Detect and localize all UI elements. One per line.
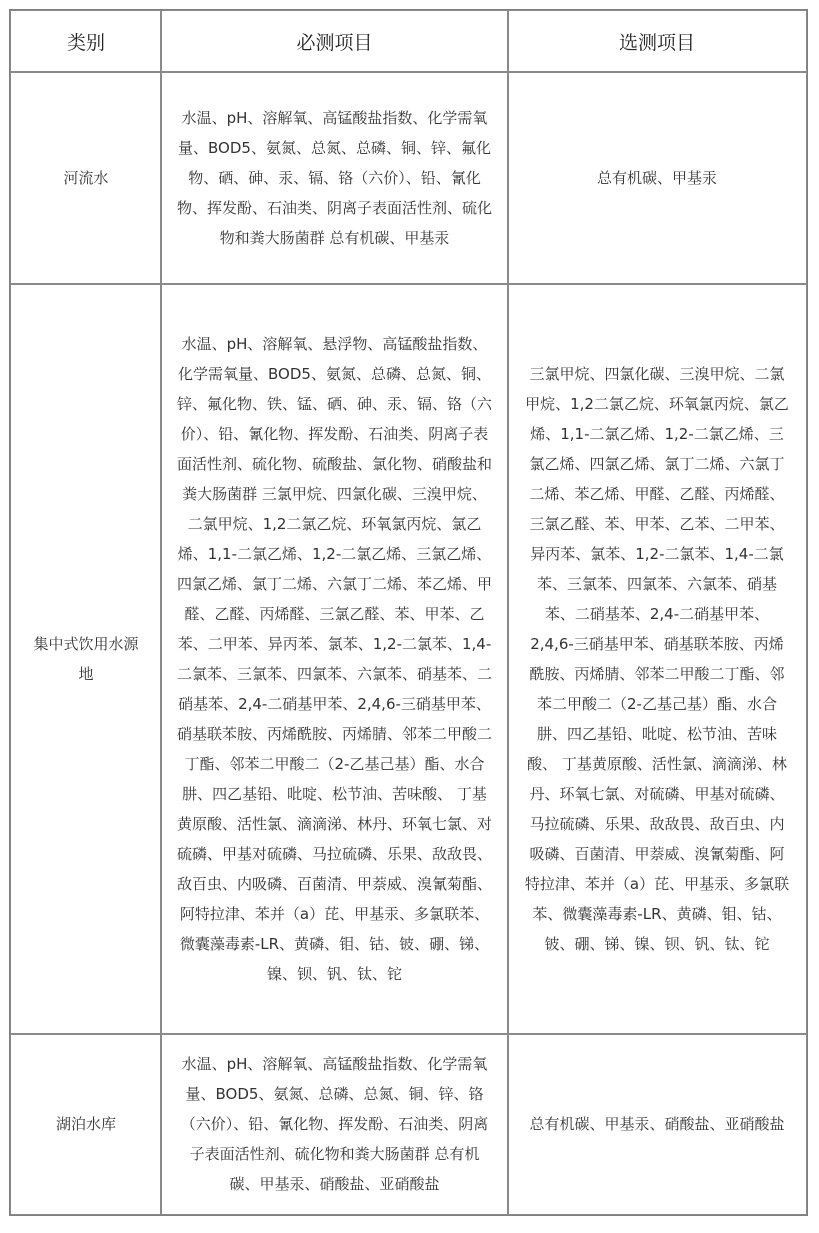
required-text: 水温、pH、溶解氧、高锰酸盐指数、化学需氧量、BOD5、氨氮、总磷、总氮、铜、锌、铬（六价）、铅、氰化物、挥发酚、石油类、阴离子表面活性剂、硫化物和粪大肠菌群 总有机碳、甲基汞、硝酸盐、亚硝酸盐 <box>180 1055 489 1193</box>
header-optional-text: 选测项目 <box>618 32 695 54</box>
required-text: 水温、pH、溶解氧、悬浮物、高锰酸盐指数、化学需氧量、BOD5、氨氮、总磷、总氮、铜、锌、氟化物、铁、锰、硒、砷、汞、镉、铬（六价）、铅、氰化物、挥发酚、石油类、阴离子表面活性剂、硫化物、硫酸盐、氯化物、硝酸盐和粪大肠菌群 三氯甲烷、四氯化碳、三溴甲烷、二氯甲烷、1,2二氯乙烷、环氧氯丙烷、氯乙烯、1,1-二氯乙烯、1,2-二氯乙烯、三氯乙烯、四氯乙烯、氯丁二烯、六氯丁二烯、苯乙烯、甲醛、乙醛、丙烯醛、三氯乙醛、苯、甲苯、乙苯、二甲苯、异丙苯、氯苯、1,2-二氯苯、1,4-二氯苯、三氯苯、四氯苯、六氯苯、硝基苯、二硝基苯、2,4-二硝基甲苯、2,4,6-三硝基甲苯、硝基联苯胺、丙烯酰胺、丙烯腈、邻苯二甲酸二丁酯、邻苯二甲酸二（2-乙基己基）酯、水合肼、四乙基铅、吡啶、松节油、苦味酸、 丁基黄原酸、活性氯、滴滴涕、林丹、环氧七氯、对硫磷、甲基对硫磷、马拉硫磷、乐果、敌敌畏、敌百虫、内吸磷、百菌清、甲萘威、溴氰菊酯、阿特拉津、苯并（a）芘、甲基汞、多氯联苯、微囊藻毒素-LR、黄磷、钼、钴、铍、硼、锑、镍、钡、钒、钛、铊 <box>177 335 493 983</box>
header-required-text: 必测项目 <box>296 32 373 54</box>
row-lake-reservoir-required <box>160 1033 509 1215</box>
category-text: 河流水 <box>63 169 109 187</box>
required-text: 水温、pH、溶解氧、高锰酸盐指数、化学需氧量、BOD5、氨氮、总氮、总磷、铜、锌、氟化物、硒、砷、汞、镉、铬（六价）、铅、氰化物、挥发酚、石油类、阴离子表面活性剂、硫化物和粪大肠菌群 总有机碳、甲基汞 <box>177 109 493 247</box>
category-text: 湖泊水库 <box>55 1115 116 1133</box>
row-river-required <box>160 71 509 285</box>
row-drinking-water-required <box>160 283 509 1035</box>
header-category <box>10 10 162 73</box>
optional-text: 总有机碳、甲基汞、硝酸盐、亚硝酸盐 <box>529 1115 785 1133</box>
category-text: 集中式饮用水源地 <box>33 635 139 683</box>
optional-text: 三氯甲烷、四氯化碳、三溴甲烷、二氯甲烷、1,2二氯乙烷、环氧氯丙烷、氯乙烯、1,1-二氯乙烯、1,2-二氯乙烯、三氯乙烯、四氯乙烯、氯丁二烯、六氯丁二烯、苯乙烯、甲醛、乙醛、丙烯醛、三氯乙醛、苯、甲苯、乙苯、二甲苯、异丙苯、氯苯、1,2-二氯苯、1,4-二氯苯、三氯苯、四氯苯、六氯苯、硝基苯、二硝基苯、2,4-二硝基甲苯、2,4,6-三硝基甲苯、硝基联苯胺、丙烯酰胺、丙烯腈、邻苯二甲酸二丁酯、邻苯二甲酸二（2-乙基己基）酯、水合肼、四乙基铅、吡啶、松节油、苦味酸、 丁基黄原酸、活性氯、滴滴涕、林丹、环氧七氯、对硫磷、甲基对硫磷、马拉硫磷、乐果、敌敌畏、敌百虫、内吸磷、百菌清、甲萘威、溴氰菊酯、阿特拉津、苯并（a）芘、甲基汞、多氯联苯、微囊藻毒素-LR、黄磷、钼、钴、铍、硼、锑、镍、钡、钒、钛、铊 <box>524 365 790 953</box>
optional-text: 总有机碳、甲基汞 <box>596 169 717 187</box>
row-river-optional <box>507 71 807 285</box>
row-drinking-water-optional <box>507 283 807 1035</box>
header-required <box>160 10 509 73</box>
row-lake-reservoir-category <box>10 1033 162 1215</box>
header-optional <box>507 10 807 73</box>
row-lake-reservoir-optional <box>507 1033 807 1215</box>
header-category-text: 类别 <box>66 32 105 54</box>
monitoring-items-table <box>9 9 808 1216</box>
row-drinking-water-category <box>10 283 162 1035</box>
row-river-category <box>10 71 162 285</box>
